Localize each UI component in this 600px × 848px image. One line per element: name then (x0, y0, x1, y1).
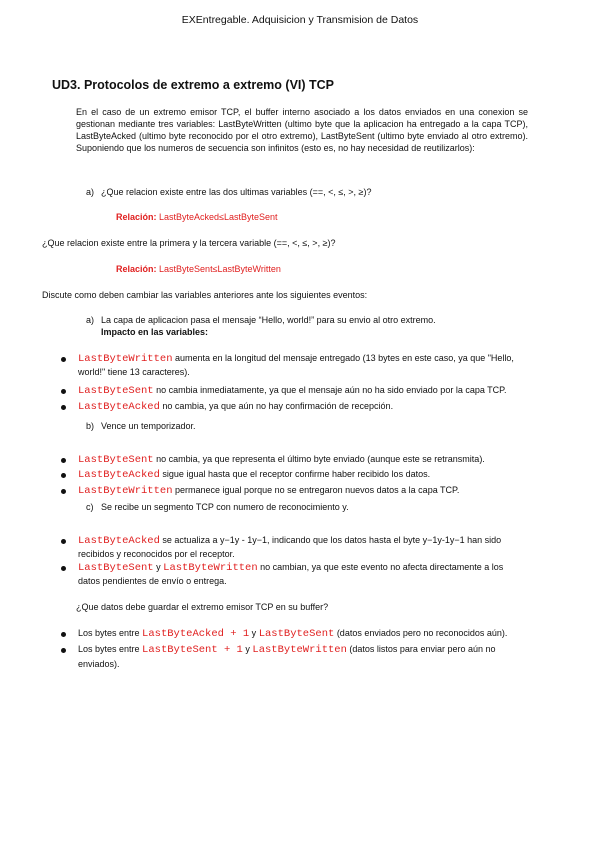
event-a-marker: a) (86, 315, 95, 325)
variable-name: LastByteWritten (78, 353, 173, 365)
event-b-bullet-1 (78, 453, 568, 466)
variable-name: LastByteWritten (163, 562, 258, 574)
bullet-text: Los bytes entre (78, 628, 143, 638)
answer-a (116, 211, 278, 223)
event-b-marker: b) (86, 421, 95, 431)
buffer-question: ¿Que datos debe guardar el extremo emisor TCP en su buffer? (76, 602, 329, 612)
variable-name: LastByteSent (78, 562, 154, 574)
bullet-text: sigue igual hasta que el receptor confirme haber recibido los datos. (159, 469, 431, 479)
bullet-icon (61, 389, 66, 394)
page-header: EXEntregable. Adquisicion y Transmision de Datos (181, 14, 419, 26)
question-a-marker: a) (86, 187, 95, 197)
buffer-bullet-1 (78, 627, 573, 640)
bullet-icon (61, 632, 66, 637)
event-c-marker: c) (86, 502, 94, 512)
bullet-text: no cambia, ya que aún no hay confirmación de recepción. (159, 401, 394, 411)
variable-expression: LastByteSent + 1 (142, 644, 243, 656)
event-c-bullet-1 (78, 534, 568, 547)
bullet-icon (61, 473, 66, 478)
variable-name: LastByteAcked (78, 535, 160, 547)
bullet-text: (datos enviados pero no reconocidos aún). (334, 628, 508, 638)
bullet-text: no cambian, ya que este evento no afecta directamente a los (257, 562, 504, 572)
section-title: UD3. Protocolos de extremo a extremo (VI) TCP (52, 78, 335, 92)
connector-text: y (249, 628, 259, 638)
event-a-bullet-1 (78, 352, 568, 365)
event-a-impact-heading: Impacto en las variables: (101, 327, 209, 337)
bullet-text: Los bytes entre (78, 644, 143, 654)
variable-name: LastByteWritten (252, 644, 347, 656)
answer-2-label: Relación: (116, 264, 157, 274)
answer-2-value: LastByteSent≤LastByteWritten (159, 264, 281, 274)
event-c-bullet-2-cont: datos pendientes de envío o entrega. (78, 576, 227, 586)
bullet-icon (61, 489, 66, 494)
answer-2 (116, 263, 281, 275)
event-a-text: La capa de aplicacion pasa el mensaje “Hello, world!” para su envio al otro extremo. (101, 315, 436, 325)
event-b-bullet-2 (78, 468, 568, 481)
question-2-text: ¿Que relacion existe entre la primera y la tercera variable (==, <, ≤, >, ≥)? (42, 238, 336, 248)
bullet-text: permanece igual porque no se entregaron nuevos datos a la capa TCP. (172, 485, 460, 495)
event-a-bullet-2 (78, 384, 568, 397)
event-c-text: Se recibe un segmento TCP con numero de reconocimiento y. (101, 502, 349, 512)
bullet-icon (61, 357, 66, 362)
answer-a-value: LastByteAcked≤LastByteSent (159, 212, 278, 222)
buffer-bullet-2-cont: enviados). (78, 659, 120, 669)
bullet-icon (61, 566, 66, 571)
event-c-bullet-2 (78, 561, 568, 574)
variable-name: LastByteAcked (78, 401, 160, 413)
variable-name: LastByteSent (78, 454, 154, 466)
intro-paragraph: En el caso de un extremo emisor TCP, el buffer interno asociado a los datos enviados en una conexion se gestionan mediante tres variables: LastByteWritten (ultimo byte que la aplicacion ha entregado a la capa TCP), LastByteAcked (ultimo byte reconocido por el otro extremo), LastByteSent (ultimo byte enviado al otro extremo). Suponiendo que los numeros de secuencia son infinitos (esto es, no hay necesidad de reutilizarlos): (76, 107, 528, 153)
variable-name: LastByteAcked (78, 469, 160, 481)
variable-name: LastByteSent (78, 385, 154, 397)
answer-a-label: Relación: (116, 212, 157, 222)
event-a-bullet-3 (78, 400, 568, 413)
buffer-bullet-2 (78, 643, 573, 656)
question-a-text: ¿Que relacion existe entre las dos ultimas variables (==, <, ≤, >, ≥)? (101, 187, 372, 197)
bullet-icon (61, 458, 66, 463)
bullet-text: aumenta en la longitud del mensaje entregado (13 bytes en este caso, ya que "Hello, (172, 353, 514, 363)
bullet-icon (61, 405, 66, 410)
bullet-icon (61, 648, 66, 653)
bullet-text: (datos listos para enviar pero aún no (346, 644, 496, 654)
bullet-text: se actualiza a y−1y - 1y−1, indicando que los datos hasta el byte y−1y-1y−1 han sido (159, 535, 502, 545)
variable-name: LastByteWritten (78, 485, 173, 497)
variable-expression: LastByteAcked + 1 (142, 628, 250, 640)
event-b-bullet-3 (78, 484, 568, 497)
event-c-bullet-1-cont: recibidos y reconocidos por el receptor. (78, 549, 235, 559)
event-b-text: Vence un temporizador. (101, 421, 196, 431)
connector-text: y (242, 644, 253, 654)
bullet-icon (61, 539, 66, 544)
event-a-bullet-1-cont: world!" tiene 13 caracteres). (78, 367, 190, 377)
bullet-text: no cambia, ya que representa el último byte enviado (aunque este se retransmita). (153, 454, 485, 464)
variable-name: LastByteSent (258, 628, 335, 640)
bullet-text: no cambia inmediatamente, ya que el mensaje aún no ha sido enviado por la capa TCP. (153, 385, 507, 395)
connector-text: y (153, 562, 164, 572)
discuss-paragraph: Discute como deben cambiar las variables anteriores ante los siguientes eventos: (42, 290, 368, 300)
